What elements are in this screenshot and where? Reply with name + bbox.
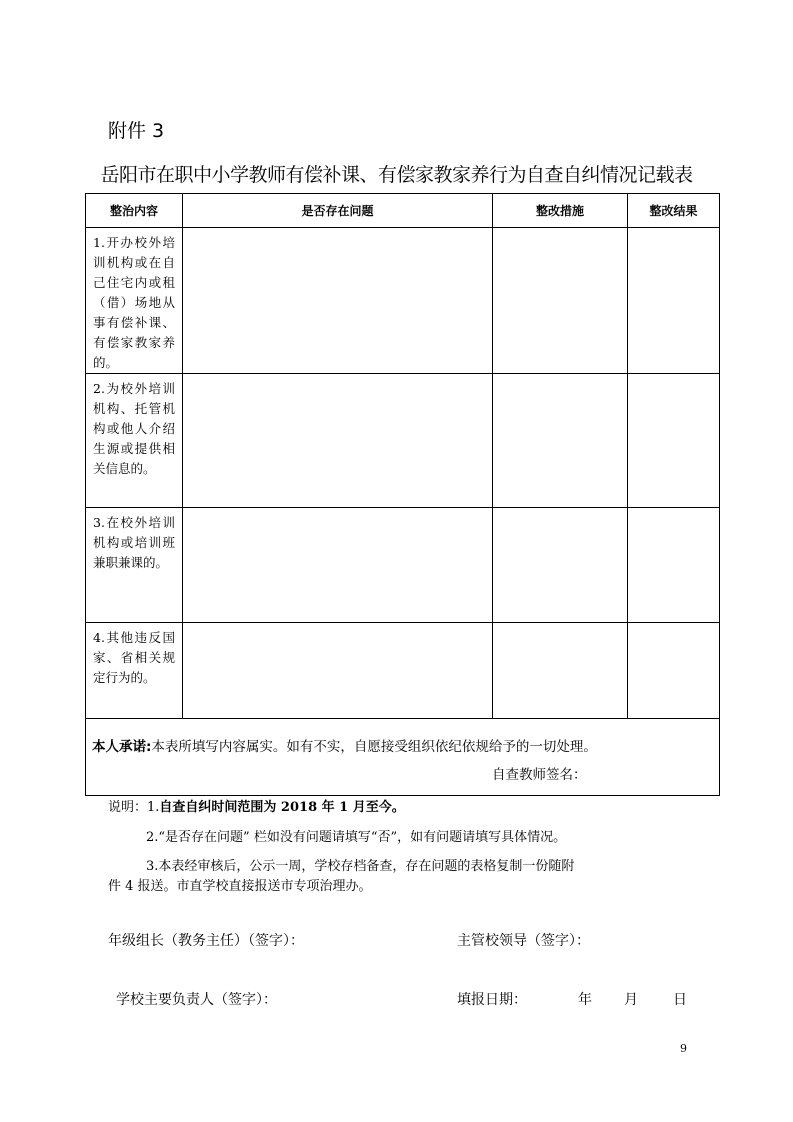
note-1-bold: 自查自纠时间范围为 2018 年 1 月至今。: [159, 800, 405, 815]
attachment-label: 附件 3: [108, 120, 165, 142]
header-rectification-result: 整改结果: [628, 194, 720, 228]
principal-signature[interactable]: 主管校领导（签字）：: [457, 933, 590, 949]
pledge-statement: [86, 719, 719, 755]
school-head-signature[interactable]: 学校主要负责人（签字）：: [116, 992, 277, 1008]
measures-cell-1[interactable]: [493, 228, 628, 374]
date-month[interactable]: 月: [624, 992, 638, 1008]
self-check-table: [85, 193, 720, 796]
item-content-4: 4.其他违反国家、省相关规定行为的。: [93, 630, 175, 685]
form-title: 岳阳市在职中小学教师有偿补课、有偿家教家养行为自查自纠情况记载表: [100, 164, 693, 186]
problem-cell-3[interactable]: [183, 508, 493, 623]
pledge-label: 本人承诺:: [92, 739, 152, 755]
problem-cell-2[interactable]: [183, 374, 493, 508]
table-row: [86, 228, 720, 374]
problem-cell-4[interactable]: [183, 623, 493, 719]
page-number: 9: [680, 1042, 687, 1055]
measures-cell-3[interactable]: [493, 508, 628, 623]
note-3-line-2: 件 4 报送。市直学校直接报送市专项治理办。: [108, 879, 372, 894]
table-row: [86, 374, 720, 508]
teacher-signature-label[interactable]: 自查教师签名：: [492, 767, 587, 783]
header-rectification-content: 整治内容: [86, 194, 183, 228]
fill-date-label: 填报日期：: [457, 992, 527, 1008]
table-row: [86, 623, 720, 719]
note-1-prefix: 说明：1.: [108, 800, 160, 815]
table-header-row: [86, 194, 720, 228]
item-content-2: 2.为校外培训机构、托管机构或他人介绍生源或提供相关信息的。: [93, 381, 175, 476]
pledge-row: [86, 719, 720, 796]
note-3-line-1: 3.本表经审核后，公示一周，学校存档备查，存在问题的表格复制一份随附: [146, 859, 575, 874]
result-cell-4[interactable]: [628, 623, 720, 719]
table-row: [86, 508, 720, 623]
measures-cell-2[interactable]: [493, 374, 628, 508]
pledge-text: 本表所填写内容属实。如有不实，自愿接受组织依纪依规给予的一切处理。: [151, 739, 597, 755]
grade-leader-signature[interactable]: 年级组长（教务主任）（签字）：: [108, 933, 304, 949]
problem-cell-1[interactable]: [183, 228, 493, 374]
date-day[interactable]: 日: [673, 992, 687, 1008]
header-problem-exists: 是否存在问题: [183, 194, 493, 228]
header-rectification-measures: 整改措施: [493, 194, 628, 228]
item-content-1: 1.开办校外培训机构或在自己住宅内或租（借）场地从事有偿补课、有偿家教家养的。: [93, 235, 175, 370]
date-year[interactable]: 年: [578, 992, 592, 1008]
result-cell-2[interactable]: [628, 374, 720, 508]
measures-cell-4[interactable]: [493, 623, 628, 719]
item-content-3: 3.在校外培训机构或培训班兼职兼课的。: [93, 515, 175, 570]
result-cell-3[interactable]: [628, 508, 720, 623]
note-1: [108, 798, 405, 818]
result-cell-1[interactable]: [628, 228, 720, 374]
note-2: 2.“是否存在问题” 栏如没有问题请填写“否”，如有问题请填写具体情况。: [146, 830, 567, 845]
